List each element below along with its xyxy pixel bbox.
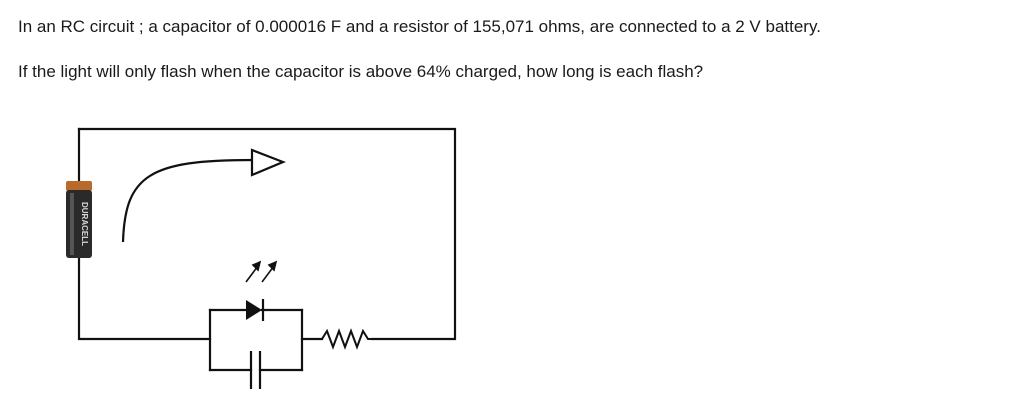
battery [66, 181, 92, 258]
question-line-2: If the light will only flash when the capacitor is above 64% charged, how long is each flash? [18, 62, 704, 81]
led-light-arrows-icon [246, 262, 276, 282]
current-arrow-icon [123, 150, 283, 242]
resistor-icon [322, 331, 372, 347]
question-line-1: In an RC circuit ; a capacitor of 0.000016 F and a resistor of 155,071 ohms, are connected to a 2 V battery. [18, 17, 821, 36]
battery-brand-label: DURACELL [80, 202, 89, 246]
wire-left-bottom [79, 258, 210, 339]
capacitor-icon [251, 351, 260, 389]
led-diode-icon [246, 299, 263, 321]
